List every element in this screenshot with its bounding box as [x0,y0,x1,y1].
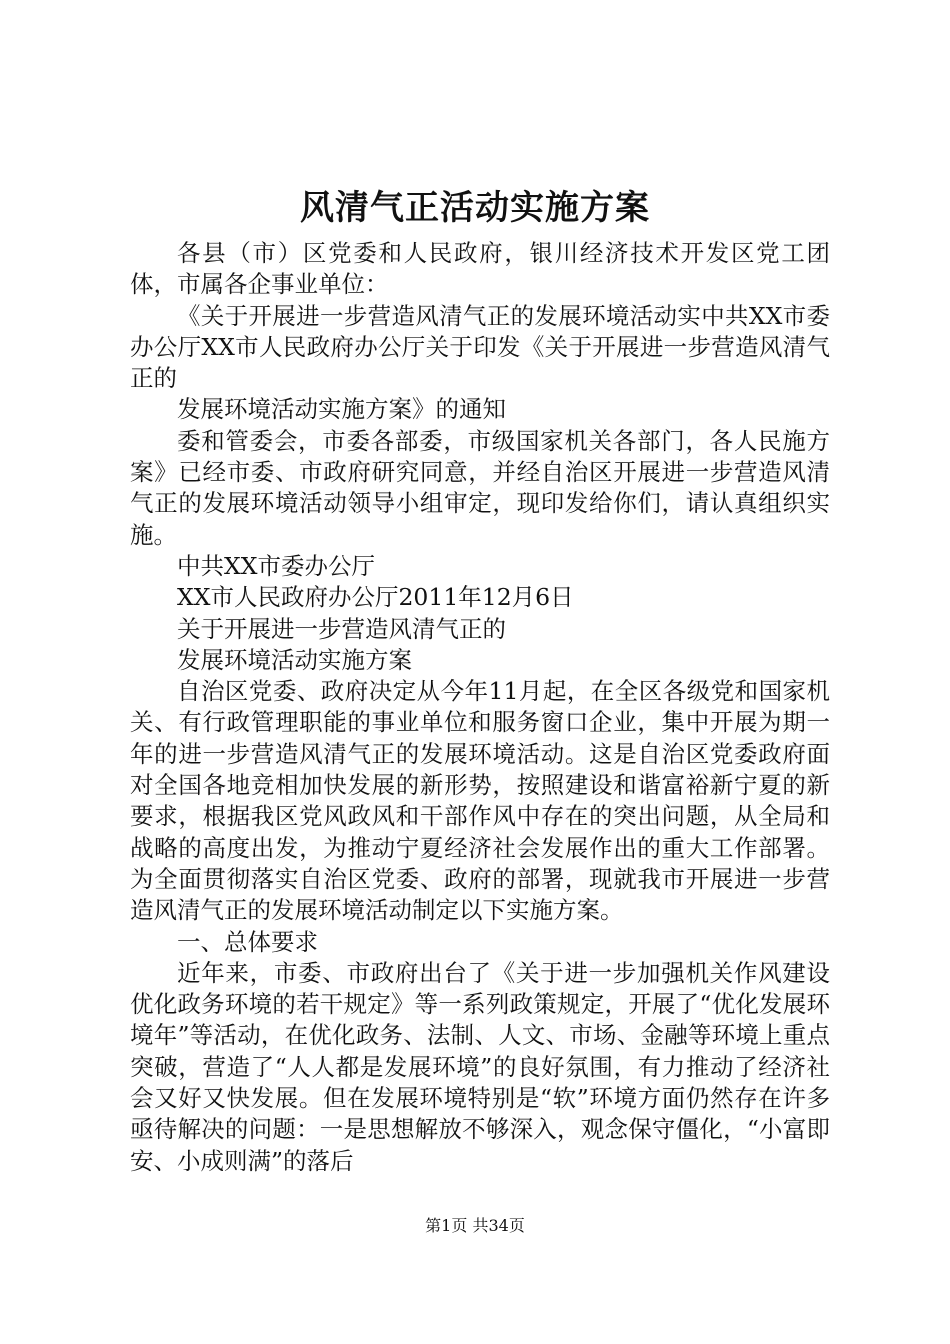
paragraph-salutation: 各县（市）区党委和人民政府，银川经济技术开发区党工团体，市属各企事业单位： [130,239,830,299]
paragraph-issuer-1: 中共XX市委办公厅 [177,551,375,580]
paragraph-notice-title-2: 发展环境活动实施方案》的通知 [177,395,506,424]
paragraph-background: 近年来，市委、市政府出台了《关于进一步加强机关作风建设优化政务环境的若干规定》等一系列政策规定，开展了“优化发展环境年”等活动，在优化政务、法制、人文、市场、金融等环境上重点突破，营造了“人人都是发展环境”的良好氛围，有力推动了经济社会又好又快发展。但在发展环境特别是“软”环境方面仍然存在许多亟待解决的问题：一是思想解放不够深入，观念保守僵化，“小富即安、小成则满”的落后 [130,958,830,1175]
paragraph-intro: 自治区党委、政府决定从今年11月起，在全区各级党和国家机关、有行政管理职能的事业单位和服务窗口企业，集中开展为期一年的进一步营造风清气正的发展环境活动。这是自治区党委政府面对全国各地竞相加快发展的新形势，按照建设和谐富裕新宁夏的新要求，根据我区党风政风和干部作风中存在的突出问题，从全局和战略的高度出发，为推动宁夏经济社会发展作出的重大工作部署。为全面贯彻落实自治区党委、政府的部署，现就我市开展进一步营造风清气正的发展环境活动制定以下实施方案。 [130,677,830,925]
document-body [130,238,830,1177]
page-footer [0,1215,950,1237]
section-heading-general-requirements: 一、总体要求 [177,927,318,956]
paragraph-issuer-2-date: XX市人民政府办公厅2011年12月6日 [177,583,574,612]
page-total: 共34页 [472,1216,525,1235]
paragraph-plan-title-2: 发展环境活动实施方案 [177,645,412,674]
page-number: 第1页 [425,1216,468,1235]
document-title: 风清气正活动实施方案 [300,188,650,228]
paragraph-plan-title-1: 关于开展进一步营造风清气正的 [177,614,506,643]
paragraph-notice-body: 委和管委会，市委各部委，市级国家机关各部门，各人民施方案》已经市委、市政府研究同意，并经自治区开展进一步营造风清气正的发展环境活动领导小组审定，现印发给你们，请认真组织实施。 [130,426,830,549]
paragraph-notice-title-1: 《关于开展进一步营造风清气正的发展环境活动实中共XX市委办公厅XX市人民政府办公厅关于印发《关于开展进一步营造风清气正的 [130,301,830,393]
